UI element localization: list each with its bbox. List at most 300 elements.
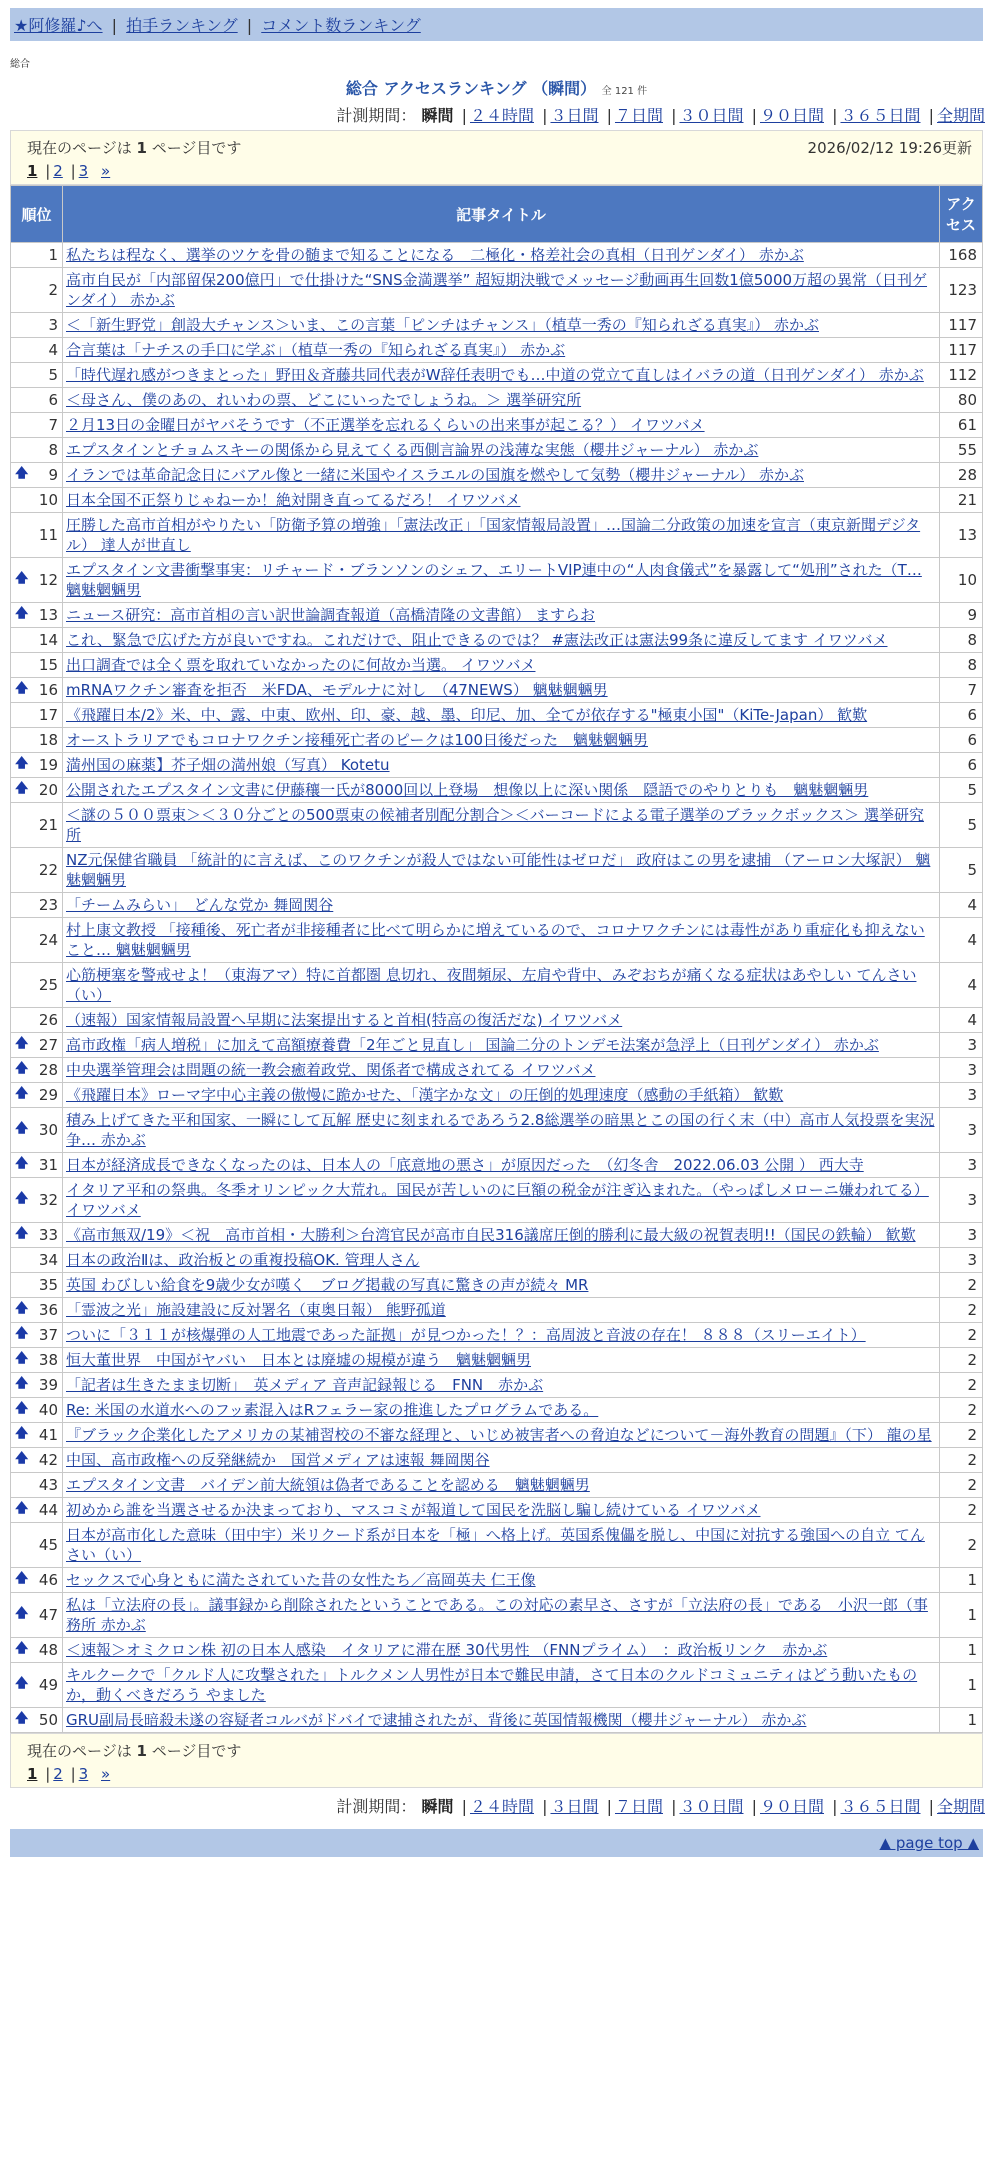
- rank-cell: [11, 1008, 63, 1033]
- article-title-link[interactable]: 初めから誰を当選させるか決まっており、マスコミが報道して国民を洗脳し騙し続けている イワツバメ: [66, 1501, 761, 1519]
- article-title-link[interactable]: ＜「新生野党」創設大チャンス＞いま、この言葉「ピンチはチャンス」（植草一秀の『知られざる真実』） 赤かぶ: [66, 316, 819, 334]
- period-option[interactable]: ９０日間: [759, 1797, 824, 1816]
- rank-cell: [11, 653, 63, 678]
- period-option[interactable]: ３日間: [550, 1797, 599, 1816]
- page-current[interactable]: 1: [27, 1765, 38, 1783]
- period-option[interactable]: ３０日間: [679, 106, 744, 125]
- rank-number: 1: [48, 246, 58, 264]
- title-cell: [63, 1083, 940, 1108]
- access-count: 2: [940, 1448, 983, 1473]
- article-title-link[interactable]: エプスタイン文書 バイデン前大統領は偽者であることを認める 魑魅魍魎男: [66, 1476, 590, 1494]
- table-row: [11, 1373, 983, 1398]
- rank-cell: [11, 1298, 63, 1323]
- page-top-link[interactable]: ▲ page top ▲: [879, 1834, 979, 1852]
- article-title-link[interactable]: ニュース研究：高市首相の言い訳世論調査報道（高橋清隆の文書館） ますらお: [66, 606, 596, 624]
- rank-up-arrow-icon: 🡅: [15, 1061, 29, 1076]
- page-next-link[interactable]: »: [101, 1765, 111, 1783]
- rank-number: 36: [38, 1301, 58, 1319]
- access-count: 3: [940, 1108, 983, 1153]
- table-row: [11, 388, 983, 413]
- article-title-link[interactable]: 「チームみらい」 どんな党か 舞岡関谷: [66, 896, 334, 914]
- title-cell: [63, 488, 940, 513]
- article-title-link[interactable]: 公開されたエプスタイン文書に伊藤穰一氏が8000回以上登場 想像以上に深い関係 隠語でのやりとりも 魑魅魍魎男: [66, 781, 869, 799]
- rank-up-arrow-icon: 🡅: [15, 466, 29, 481]
- period-option[interactable]: ２４時間: [469, 1797, 534, 1816]
- title-cell: [63, 1298, 940, 1323]
- rank-number: 25: [38, 976, 58, 994]
- rank-up-arrow-icon: 🡅: [15, 756, 29, 771]
- access-count: 8: [940, 628, 983, 653]
- top-nav-bar: [10, 8, 983, 41]
- rank-number: 26: [38, 1011, 58, 1029]
- table-row: [11, 1448, 983, 1473]
- period-current: 瞬間: [421, 1797, 454, 1816]
- title-cell: [63, 1473, 940, 1498]
- period-separator: |: [832, 1797, 838, 1816]
- rank-number: 22: [38, 861, 58, 879]
- table-row: [11, 603, 983, 628]
- page-status-num: 1: [136, 139, 147, 157]
- table-row: [11, 313, 983, 338]
- rank-up-arrow-icon: 🡅: [15, 1086, 29, 1101]
- rank-up-arrow-icon: 🡅: [15, 1451, 29, 1466]
- title-cell: [63, 703, 940, 728]
- rank-cell: [11, 603, 63, 628]
- table-row: [11, 628, 983, 653]
- rank-number: 20: [38, 781, 58, 799]
- period-separator: |: [832, 106, 838, 125]
- article-title-link[interactable]: イタリア平和の祭典。冬季オリンピック大荒れ。国民が苦しいのに巨額の税金が注ぎ込まれた。（やっぱしメローニ嫌われてる） イワツバメ: [66, 1181, 929, 1219]
- rank-cell: [11, 848, 63, 893]
- rank-up-arrow-icon: 🡅: [15, 681, 29, 696]
- rank-number: 14: [38, 631, 58, 649]
- access-count: 2: [940, 1498, 983, 1523]
- col-rank: 順位: [11, 186, 63, 243]
- period-option[interactable]: ７日間: [614, 1797, 663, 1816]
- access-count: 5: [940, 778, 983, 803]
- nav-separator: |: [246, 16, 253, 35]
- access-count: 1: [940, 1568, 983, 1593]
- access-count: 8: [940, 653, 983, 678]
- title-cell: [63, 513, 940, 558]
- article-title-link[interactable]: 積み上げてきた平和国家、一瞬にして瓦解 歴史に刻まれるであろう2.8総選挙の暗黒とこの国の行く末（中）高市人気投票を実況争… 赤かぶ: [66, 1111, 935, 1149]
- period-current: 瞬間: [421, 106, 454, 125]
- rank-cell: [11, 1178, 63, 1223]
- rank-cell: [11, 1498, 63, 1523]
- title-cell: [63, 388, 940, 413]
- rank-up-arrow-icon: 🡅: [15, 1301, 29, 1316]
- rank-number: 18: [38, 731, 58, 749]
- table-row: [11, 1108, 983, 1153]
- article-title-link[interactable]: 恒大董世界 中国がヤバい 日本とは廃墟の規模が違う 魑魅魍魎男: [66, 1351, 532, 1369]
- period-separator: |: [461, 106, 467, 125]
- rank-number: 11: [38, 526, 58, 544]
- access-count: 3: [940, 1178, 983, 1223]
- access-count: 3: [940, 1223, 983, 1248]
- article-title-link[interactable]: ２月13日の金曜日がヤバそうです（不正選挙を忘れるくらいの出来事が起こる？） イワツバメ: [66, 416, 705, 434]
- rank-cell: [11, 703, 63, 728]
- rank-cell: [11, 1638, 63, 1663]
- table-row: [11, 1058, 983, 1083]
- period-separator: |: [542, 106, 548, 125]
- page-separator: |: [70, 162, 76, 180]
- period-option[interactable]: ９０日間: [759, 106, 824, 125]
- rank-cell: [11, 1323, 63, 1348]
- title-cell: [63, 628, 940, 653]
- table-row: [11, 1348, 983, 1373]
- rank-cell: [11, 893, 63, 918]
- access-count: 5: [940, 848, 983, 893]
- rank-cell: [11, 513, 63, 558]
- period-separator: |: [671, 1797, 677, 1816]
- access-count: 2: [940, 1373, 983, 1398]
- rank-number: 5: [48, 366, 58, 384]
- page-current[interactable]: 1: [27, 162, 38, 180]
- article-title-link[interactable]: 《高市無双/19》＜祝 高市首相・大勝利＞台湾官民が高市自民316議席圧倒的勝利に最大級の祝賀表明!!（国民の鉄輪） 歓歎: [66, 1226, 916, 1244]
- access-count: 3: [940, 1153, 983, 1178]
- rank-cell: [11, 268, 63, 313]
- article-title-link[interactable]: 中国、高市政権への反発継続か 国営メディアは速報 舞岡関谷: [66, 1451, 490, 1469]
- article-title-link[interactable]: （速報）国家情報局設置へ早期に法案提出すると首相(特高の復活だな) イワツバメ: [66, 1011, 623, 1029]
- period-selector-bottom: [0, 1794, 985, 1817]
- article-title-link[interactable]: NZ元保健省職員 「統計的に言えば、このワクチンが殺人ではない可能性はゼロだ」 政府はこの男を逮捕 （アーロン大塚訳） 魑魅魍魎男: [66, 851, 931, 889]
- title-cell: [63, 338, 940, 363]
- title-cell: [63, 1423, 940, 1448]
- rank-cell: [11, 918, 63, 963]
- access-count: 2: [940, 1473, 983, 1498]
- rank-cell: [11, 1108, 63, 1153]
- table-row: [11, 413, 983, 438]
- table-row: [11, 1033, 983, 1058]
- rank-number: 42: [38, 1451, 58, 1469]
- article-title-link[interactable]: 「記者は生きたまま切断」 英メディア 音声記録報じる FNN 赤かぶ: [66, 1376, 544, 1394]
- rank-cell: [11, 338, 63, 363]
- period-option[interactable]: ３日間: [550, 106, 599, 125]
- article-title-link[interactable]: キルクークで「クルド人に攻撃された」トルクメン人男性が日本で難民申請，さて日本のクルドコミュニティはどう動いたものか，動くべきだろう やました: [66, 1666, 918, 1704]
- nav-comment-ranking-link[interactable]: コメント数ランキング: [261, 16, 421, 35]
- table-row: [11, 488, 983, 513]
- title-cell: [63, 463, 940, 488]
- article-title-link[interactable]: 圧勝した高市首相がやりたい「防衛予算の増強」「憲法改正」「国家情報局設置」…国論二分政策の加速を宣言（東京新聞デジタル） 達人が世直し: [66, 516, 921, 554]
- access-count: 3: [940, 1033, 983, 1058]
- title-cell: [63, 1398, 940, 1423]
- article-title-link[interactable]: 中央選挙管理会は問題の統一教会癒着政党、関係者で構成されてる イワツバメ: [66, 1061, 596, 1079]
- period-option[interactable]: 全期間: [936, 106, 985, 125]
- rank-cell: [11, 803, 63, 848]
- article-title-link[interactable]: 心筋梗塞を警戒せよ！（東海アマ）特に首都圏 息切れ、夜間頻尿、左肩や背中、みぞおちが痛くなる症状はあやしい てんさい（い）: [66, 966, 917, 1004]
- table-row: [11, 703, 983, 728]
- period-separator: |: [461, 1797, 467, 1816]
- article-title-link[interactable]: エプスタインとチョムスキーの関係から見えてくる西側言論界の浅薄な実態（櫻井ジャーナル） 赤かぶ: [66, 441, 759, 459]
- rank-cell: [11, 1223, 63, 1248]
- rank-number: 23: [38, 896, 58, 914]
- access-count: 28: [940, 463, 983, 488]
- period-option[interactable]: ２４時間: [469, 106, 534, 125]
- page-status-text: [27, 1740, 241, 1761]
- rank-up-arrow-icon: 🡅: [15, 1376, 29, 1391]
- article-title-link[interactable]: 私は「立法府の長」。議事録から削除されたということである。この対応の素早さ、さすが「立法府の長」である 小沢一郎（事務所 赤かぶ: [66, 1596, 928, 1634]
- access-count: 55: [940, 438, 983, 463]
- table-row: [11, 753, 983, 778]
- page-top-container: [0, 1834, 979, 1852]
- access-count: 6: [940, 728, 983, 753]
- rank-cell: [11, 243, 63, 268]
- page-status-prefix: 現在のページは: [27, 1742, 137, 1760]
- rank-cell: [11, 1083, 63, 1108]
- table-row: [11, 848, 983, 893]
- title-cell: [63, 778, 940, 803]
- title-cell: [63, 243, 940, 268]
- title-cell: [63, 1008, 940, 1033]
- rank-cell: [11, 463, 63, 488]
- table-row: [11, 338, 983, 363]
- access-count: 117: [940, 338, 983, 363]
- rank-number: 45: [38, 1536, 58, 1554]
- title-cell: [63, 1373, 940, 1398]
- rank-number: 34: [38, 1251, 58, 1269]
- rank-cell: [11, 963, 63, 1008]
- table-row: [11, 513, 983, 558]
- table-row: [11, 1398, 983, 1423]
- article-title-link[interactable]: 高市政権「病人増税」に加えて高額療養費「2年ごと見直し」 国論二分のトンデモ法案が急浮上（日刊ゲンダイ） 赤かぶ: [66, 1036, 879, 1054]
- article-title-link[interactable]: 日本が高市化した意味（田中宇）米リクード系が日本を「極」へ格上げ。英国系傀儡を脱し、中国に対抗する強国への自立 てんさい（い）: [66, 1526, 925, 1564]
- page-title-text: 総合 アクセスランキング （瞬間）: [345, 79, 597, 98]
- article-title-link[interactable]: 「霊波之光」施設建設に反対署名（東奥日報） 熊野孤道: [66, 1301, 446, 1319]
- title-cell: [63, 1348, 940, 1373]
- article-title-link[interactable]: セックスで心身ともに満たされていた昔の女性たち／高岡英夫 仁王像: [66, 1571, 536, 1589]
- rank-cell: [11, 558, 63, 603]
- page-link[interactable]: 3: [78, 1765, 89, 1783]
- table-row: [11, 1083, 983, 1108]
- rank-cell: [11, 1058, 63, 1083]
- period-option[interactable]: ７日間: [614, 106, 663, 125]
- rank-up-arrow-icon: 🡅: [15, 1426, 29, 1441]
- access-count: 7: [940, 678, 983, 703]
- access-count: 61: [940, 413, 983, 438]
- article-title-link[interactable]: 私たちは程なく、選挙のツケを骨の髄まで知ることになる 二極化・格差社会の真相（日刊ゲンダイ） 赤かぶ: [66, 246, 804, 264]
- article-title-link[interactable]: ＜母さん、僕のあの、れいわの票、どこにいったでしょうね。＞ 選挙研究所: [66, 391, 582, 409]
- rank-number: 16: [38, 681, 58, 699]
- article-title-link[interactable]: これ、緊急で広げた方が良いですね。これだけで、阻止できるのでは？ #憲法改正は憲法99条に違反してます イワツバメ: [66, 631, 888, 649]
- access-count: 1: [940, 1663, 983, 1708]
- access-count: 3: [940, 1058, 983, 1083]
- access-count: 9: [940, 603, 983, 628]
- article-title-link[interactable]: ＜速報＞オミクロン株 初の日本人感染 イタリアに滞在歴 30代男性 （FNNプライム） ：政治板リンク 赤かぶ: [66, 1641, 828, 1659]
- page-link[interactable]: 2: [53, 162, 63, 180]
- table-row: [11, 1323, 983, 1348]
- period-separator: |: [751, 106, 757, 125]
- article-title-link[interactable]: Re: 米国の水道水へのフッ素混入はRフェラー家の推進したプログラムである。: [66, 1401, 599, 1419]
- table-row: [11, 363, 983, 388]
- period-option[interactable]: ３６５日間: [840, 1797, 921, 1816]
- rank-cell: [11, 388, 63, 413]
- table-row: [11, 678, 983, 703]
- rank-number: 10: [38, 491, 58, 509]
- rank-cell: [11, 628, 63, 653]
- period-label: 計測期間：: [336, 106, 417, 125]
- table-row: [11, 1593, 983, 1638]
- title-cell: [63, 268, 940, 313]
- title-cell: [63, 848, 940, 893]
- rank-cell: [11, 1708, 63, 1733]
- rank-number: 35: [38, 1276, 58, 1294]
- rank-cell: [11, 313, 63, 338]
- article-title-link[interactable]: 『ブラック企業化したアメリカの某補習校の不審な経理と、いじめ被害者への脅迫などについて－海外教育の問題』（下） 龍の星: [66, 1426, 932, 1444]
- article-title-link[interactable]: オーストラリアでもコロナワクチン接種死亡者のピークは100日後だった 魑魅魍魎男: [66, 731, 648, 749]
- rank-cell: [11, 753, 63, 778]
- rank-cell: [11, 1373, 63, 1398]
- access-count: 1: [940, 1708, 983, 1733]
- rank-number: 2: [48, 281, 58, 299]
- article-title-link[interactable]: 高市自民が「内部留保200億円」で仕掛けた“SNS金満選挙” 超短期決戦でメッセージ動画再生回数1億5000万超の異常（日刊ゲンダイ） 赤かぶ: [66, 271, 928, 309]
- rank-up-arrow-icon: 🡅: [15, 1121, 29, 1136]
- period-separator: |: [606, 106, 612, 125]
- category-label: 総合: [10, 59, 30, 70]
- rank-up-arrow-icon: 🡅: [15, 1676, 29, 1691]
- rank-up-arrow-icon: 🡅: [15, 1191, 29, 1206]
- access-count: 21: [940, 488, 983, 513]
- rank-up-arrow-icon: 🡅: [15, 606, 29, 621]
- title-cell: [63, 1323, 940, 1348]
- rank-cell: [11, 1033, 63, 1058]
- article-title-link[interactable]: 「時代遅れ感がつきまとった」野田＆斉藤共同代表がW辞任表明でも…中道の党立て直しはイバラの道（日刊ゲンダイ） 赤かぶ: [66, 366, 924, 384]
- access-count: 80: [940, 388, 983, 413]
- title-cell: [63, 1248, 940, 1273]
- table-row: [11, 778, 983, 803]
- access-count: 4: [940, 893, 983, 918]
- period-label: 計測期間：: [336, 1797, 417, 1816]
- total-count: 全 121 件: [601, 86, 648, 97]
- period-separator: |: [542, 1797, 548, 1816]
- rank-number: 8: [48, 441, 58, 459]
- access-count: 2: [940, 1348, 983, 1373]
- table-header: [11, 186, 983, 243]
- rank-cell: [11, 1593, 63, 1638]
- article-title-link[interactable]: GRU副局長暗殺未遂の容疑者コルバがドバイで逮捕されたが、背後に英国情報機関（櫻井ジャーナル） 赤かぶ: [66, 1711, 807, 1729]
- rank-number: 17: [38, 706, 58, 724]
- rank-cell: [11, 1423, 63, 1448]
- rank-cell: [11, 1568, 63, 1593]
- rank-number: 30: [38, 1121, 58, 1139]
- article-title-link[interactable]: エプスタイン文書衝撃事実：リチャード・ブランソンのシェフ、エリートVIP連中の“人肉食儀式”を暴露して“処刑”された（T… 魑魅魍魎男: [66, 561, 922, 599]
- rank-cell: [11, 728, 63, 753]
- page-status-suffix: ページ目です: [146, 1742, 242, 1760]
- rank-number: 48: [38, 1641, 58, 1659]
- page-status-text: [27, 137, 241, 158]
- page-link[interactable]: 3: [78, 162, 89, 180]
- rank-number: 4: [48, 341, 58, 359]
- rank-cell: [11, 678, 63, 703]
- rank-number: 49: [38, 1676, 58, 1694]
- title-cell: [63, 438, 940, 463]
- article-title-link[interactable]: イランでは革命記念日にバアル像と一緒に米国やイスラエルの国旗を燃やして気勢（櫻井ジャーナル） 赤かぶ: [66, 466, 804, 484]
- rank-up-arrow-icon: 🡅: [15, 1351, 29, 1366]
- title-cell: [63, 1033, 940, 1058]
- rank-cell: [11, 778, 63, 803]
- rank-up-arrow-icon: 🡅: [15, 1501, 29, 1516]
- access-count: 2: [940, 1323, 983, 1348]
- rank-cell: [11, 363, 63, 388]
- page-status-num: 1: [136, 1742, 147, 1760]
- title-cell: [63, 1708, 940, 1733]
- rank-number: 44: [38, 1501, 58, 1519]
- table-row: [11, 893, 983, 918]
- rank-cell: [11, 1398, 63, 1423]
- rank-number: 13: [38, 606, 58, 624]
- rank-number: 47: [38, 1606, 58, 1624]
- period-option[interactable]: ３６５日間: [840, 106, 921, 125]
- period-option[interactable]: 全期間: [936, 1797, 985, 1816]
- page-title: [0, 76, 993, 99]
- article-title-link[interactable]: 《飛躍日本》ローマ字中心主義の傲慢に跪かせた、「漢字かな文」の圧倒的処理速度（感動の手紙箱） 歓歎: [66, 1086, 784, 1104]
- access-count: 5: [940, 803, 983, 848]
- title-cell: [63, 1108, 940, 1153]
- access-count: 3: [940, 1083, 983, 1108]
- rank-cell: [11, 1348, 63, 1373]
- rank-number: 9: [48, 466, 58, 484]
- table-row: [11, 1223, 983, 1248]
- article-title-link[interactable]: 日本の政治Ⅱは、政治板との重複投稿OK. 管理人さん: [66, 1251, 420, 1269]
- page-separator: |: [70, 1765, 76, 1783]
- access-count: 2: [940, 1298, 983, 1323]
- article-title-link[interactable]: ＜謎の５００票束＞＜３０分ごとの500票束の候補者別配分割合＞＜バーコードによる電子選挙のブラックボックス＞ 選挙研究所: [66, 806, 924, 844]
- page-status-bottom: [10, 1733, 983, 1788]
- access-count: 6: [940, 703, 983, 728]
- table-row: [11, 268, 983, 313]
- rank-number: 12: [38, 571, 58, 589]
- article-title-link[interactable]: 満州国の麻薬】芥子畑の満州娘（写真） Kotetu: [66, 756, 390, 774]
- title-cell: [63, 1523, 940, 1568]
- title-cell: [63, 753, 940, 778]
- nav-separator: |: [111, 16, 118, 35]
- article-title-link[interactable]: 日本全国不正祭りじゃねーか！絶対開き直ってるだろ！ イワツバメ: [66, 491, 521, 509]
- article-title-link[interactable]: mRNAワクチン審査を拒否 米FDA、モデルナに対し （47NEWS） 魑魅魍魎男: [66, 681, 608, 699]
- article-title-link[interactable]: 英国 わびしい給食を9歳少女が嘆く ブログ掲載の写真に驚きの声が続々 MR: [66, 1276, 589, 1294]
- article-title-link[interactable]: 日本が経済成長できなくなったのは、日本人の「底意地の悪さ」が原因だった （幻冬舎 2022.06.03 公開 ） 西大寺: [66, 1156, 864, 1174]
- rank-up-arrow-icon: 🡅: [15, 571, 29, 586]
- rank-number: 37: [38, 1326, 58, 1344]
- article-title-link[interactable]: 出口調査では全く票を取れていなかったのに何故か当選。 イワツバメ: [66, 656, 536, 674]
- page-link[interactable]: 2: [53, 1765, 63, 1783]
- table-row: [11, 1663, 983, 1708]
- article-title-link[interactable]: 村上康文教授 「接種後、死亡者が非接種者に比べて明らかに増えているので、コロナワクチンには毒性があり重症化も抑えないこと… 魑魅魍魎男: [66, 921, 925, 959]
- rank-up-arrow-icon: 🡅: [15, 1711, 29, 1726]
- table-row: [11, 1423, 983, 1448]
- title-cell: [63, 1448, 940, 1473]
- nav-clap-ranking-link[interactable]: 拍手ランキング: [126, 16, 238, 35]
- rank-number: 31: [38, 1156, 58, 1174]
- period-option[interactable]: ３０日間: [679, 1797, 744, 1816]
- title-cell: [63, 558, 940, 603]
- col-access: アクセス: [940, 186, 983, 243]
- access-count: 1: [940, 1593, 983, 1638]
- page-status-prefix: 現在のページは: [27, 139, 137, 157]
- article-title-link[interactable]: 《飛躍日本/2》米、中、露、中東、欧州、印、豪、越、墨、印尼、加、全てが依存する"極東小国"（KiTe-Japan） 歓歎: [66, 706, 868, 724]
- access-count: 2: [940, 1523, 983, 1568]
- table-row: [11, 243, 983, 268]
- nav-home-link[interactable]: ★阿修羅♪へ: [14, 16, 103, 35]
- article-title-link[interactable]: ついに「３１１が核爆弾の人工地震であった証拠」が見つかった！？：高周波と音波の存在！ ８８８（スリーエイト）: [66, 1326, 866, 1344]
- period-separator: |: [606, 1797, 612, 1816]
- article-title-link[interactable]: 合言葉は「ナチスの手口に学ぶ」（植草一秀の『知られざる真実』） 赤かぶ: [66, 341, 566, 359]
- page-next-link[interactable]: »: [101, 162, 111, 180]
- title-cell: [63, 313, 940, 338]
- rank-number: 21: [38, 816, 58, 834]
- rank-number: 43: [38, 1476, 58, 1494]
- rank-number: 50: [38, 1711, 58, 1729]
- access-count: 10: [940, 558, 983, 603]
- table-row: [11, 728, 983, 753]
